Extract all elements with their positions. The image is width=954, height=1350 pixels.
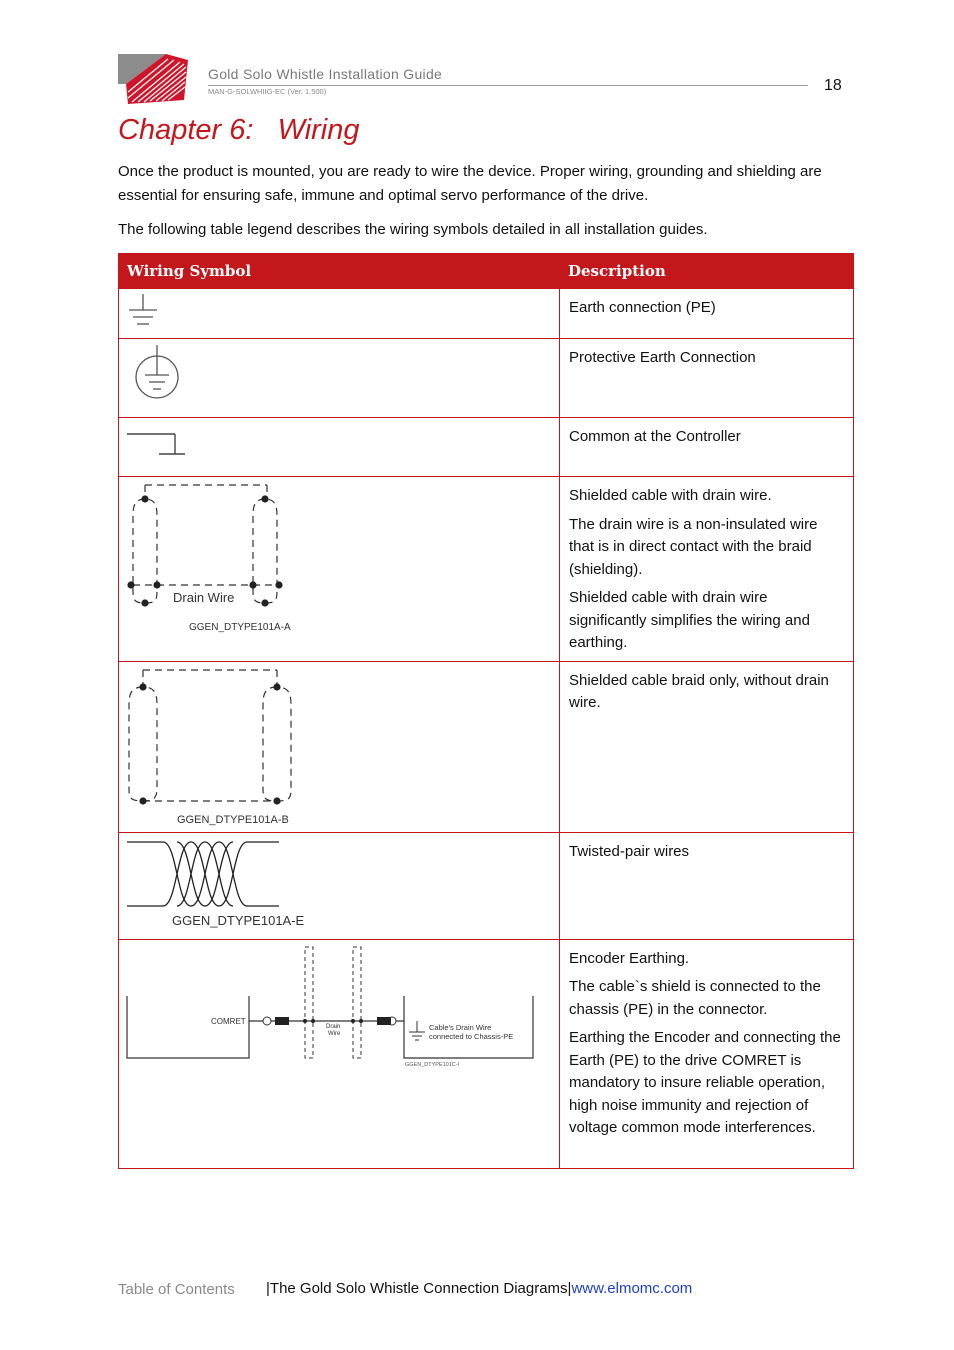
- header-doc-code: MAN-G-SOLWHIIG-EC (Ver. 1.500): [208, 87, 327, 96]
- symbol-cell: [119, 661, 560, 832]
- table-row: [119, 289, 854, 339]
- description-cell: [560, 661, 854, 832]
- footer-section-title: The Gold Solo Whistle Connection Diagrams: [269, 1280, 568, 1297]
- diagram-code-c: GGEN_DTYPE101C-I: [405, 1061, 460, 1068]
- description-cell: [560, 289, 854, 339]
- description-cell: [560, 418, 854, 477]
- description-text: The drain wire is a non-insulated wire that is in direct contact with the braid (shielding).: [569, 515, 818, 578]
- common-controller-icon: [119, 418, 199, 476]
- description-text: Shielded cable with drain wire.: [569, 487, 772, 504]
- table-of-contents-link[interactable]: Table of Contents: [118, 1281, 235, 1298]
- diagram-code-e: GGEN_DTYPE101A-E: [172, 912, 305, 928]
- twisted-pair-icon: [119, 833, 319, 939]
- table-row: [119, 477, 854, 662]
- encoder-earthing-icon: [119, 940, 559, 1168]
- wiring-symbol-table: [118, 253, 854, 1169]
- description-text: Common at the Controller: [569, 428, 741, 445]
- header-wiring-symbol: Wiring Symbol: [119, 254, 560, 289]
- description-text: Earthing the Encoder and connecting the Earth (PE) to the drive COMRET is mandatory to insure reliable operation, high noise immunity and rejection of voltage common mode interferences.: [569, 1029, 841, 1136]
- footer-separator: |: [266, 1280, 270, 1297]
- intro-paragraph-1: Once the product is mounted, you are ready to wire the device. Proper wiring, grounding and shielding are essential for ensuring safe, immune and optimal servo performance of the drive.: [118, 163, 822, 204]
- symbol-cell: [119, 477, 560, 662]
- wire-label: Wire: [328, 1030, 341, 1037]
- description-text: The cable`s shield is connected to the chassis (PE) in the connector.: [569, 978, 821, 1018]
- description-cell: [560, 477, 854, 662]
- cable-drain-label-1: Cable's Drain Wire: [429, 1022, 492, 1032]
- header-rule: [208, 85, 808, 86]
- table-header-row: [119, 254, 854, 289]
- intro-paragraph-2: The following table legend describes the wiring symbols detailed in all installation guides.: [118, 221, 708, 238]
- footer-separator: |: [567, 1280, 572, 1297]
- description-text: Shielded cable with drain wire significantly simplifies the wiring and earthing.: [569, 589, 810, 651]
- drain-wire-label: Drain Wire: [173, 590, 235, 605]
- symbol-cell: [119, 418, 560, 477]
- symbol-cell: [119, 289, 560, 339]
- header-description: Description: [560, 254, 854, 289]
- website-link[interactable]: www.elmomc.com: [571, 1280, 693, 1297]
- description-text: Shielded cable braid only, without drain wire.: [569, 671, 829, 711]
- symbol-cell: [119, 832, 560, 939]
- shielded-braid-icon: [119, 662, 319, 832]
- table-row: [119, 339, 854, 418]
- description-text: Twisted-pair wires: [569, 842, 690, 860]
- earth-symbol-icon: [119, 289, 179, 339]
- comret-label: COMRET: [211, 1016, 246, 1026]
- symbol-cell: [119, 339, 560, 418]
- description-text: Encoder Earthing.: [569, 949, 690, 967]
- footer-breadcrumb: [266, 1280, 692, 1297]
- description-text: Earth connection (PE): [569, 299, 716, 316]
- protective-earth-icon: [119, 339, 199, 417]
- shielded-drain-wire-icon: [119, 477, 319, 659]
- description-cell: [560, 339, 854, 418]
- table-row: [119, 832, 854, 939]
- drain-label: Drain: [326, 1023, 341, 1030]
- header-title: Gold Solo Whistle Installation Guide: [208, 66, 443, 82]
- diagram-code-a: GGEN_DTYPE101A-A: [189, 622, 291, 633]
- elmo-logo: [118, 54, 190, 104]
- table-row: [119, 418, 854, 477]
- chapter-title: Chapter 6: Wiring: [118, 114, 360, 146]
- description-cell: [560, 832, 854, 939]
- description-text: Protective Earth Connection: [569, 349, 756, 366]
- table-row: [119, 661, 854, 832]
- page-number: 18: [824, 77, 842, 94]
- diagram-code-b: GGEN_DTYPE101A-B: [177, 813, 289, 826]
- symbol-cell: [119, 939, 560, 1168]
- description-cell: [560, 939, 854, 1168]
- table-row: [119, 939, 854, 1168]
- cable-drain-label-2: connected to Chassis-PE: [429, 1031, 514, 1041]
